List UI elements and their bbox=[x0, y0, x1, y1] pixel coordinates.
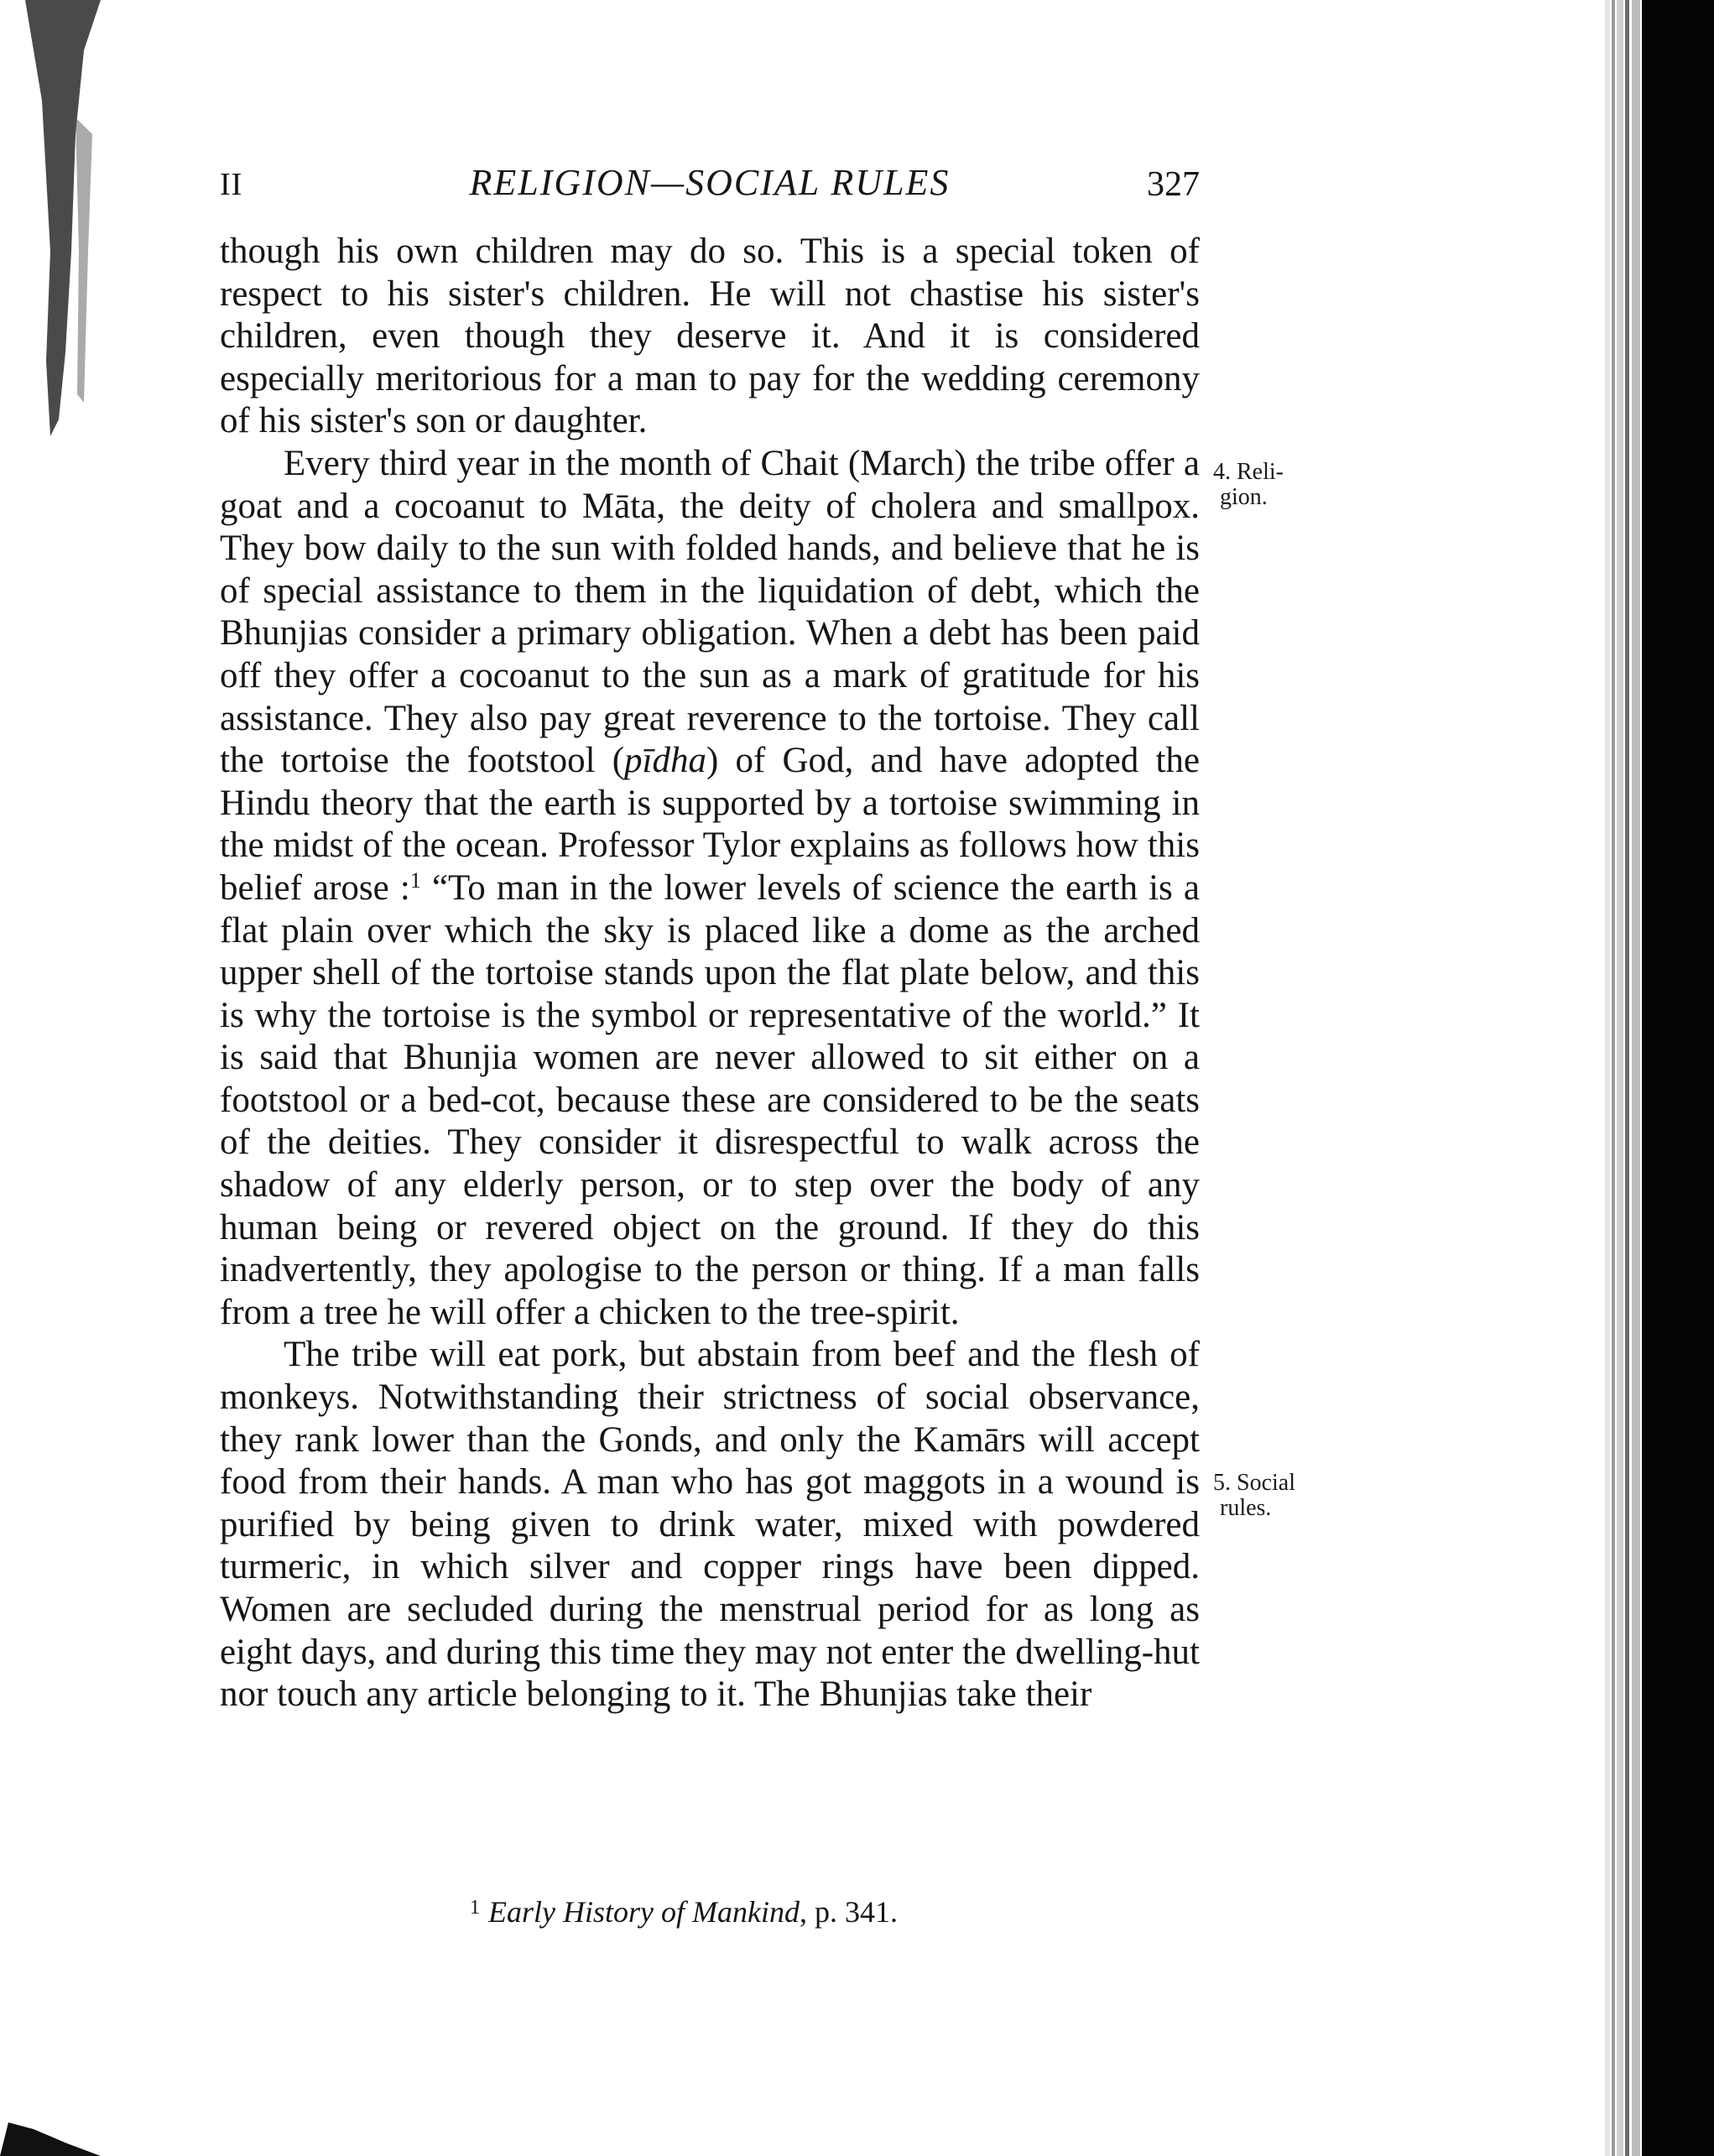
page-number: 327 bbox=[1147, 165, 1200, 204]
paragraph-text: though his own children may do so. This is a special token of respect to his sister's children. He will not chastise his sister's children, even though they deserve it. And it is considered especially meritorious for a man to pay for the wedding ceremony of his sister's son or daughter. bbox=[220, 232, 1200, 441]
page-edge-shadow bbox=[1605, 0, 1714, 2156]
body-text bbox=[220, 231, 1200, 1716]
italic-term: pīdha bbox=[624, 741, 706, 781]
paragraph-religion bbox=[220, 443, 1200, 1334]
margin-note-line: rules. bbox=[1220, 1495, 1272, 1521]
paragraph-text: Every third year in the month of Chait (March) the tribe offer a goat and a cocoanut to Māta, the deity of cholera and smallpox. They bow daily to the sun with folded hands, and believe that he is of special assistance to them in the liquidation of debt, which the Bhunjias consider a primary obligation. When a debt has been paid off they offer a cocoanut to the sun as a mark of gratitude for his assistance. They also pay great reverence to the tortoise. They call the tortoise the footstool ( bbox=[220, 443, 1200, 781]
paragraph-text: ) of God, and have adopted the Hindu theory that the earth is supported by a tortoise swimming in the midst of the ocean. Professor Tylor explains as follows how this belief arose : bbox=[220, 741, 1200, 908]
margin-note-line: 4. Reli- bbox=[1213, 459, 1284, 485]
footnote-book-title: Early History of Mankind bbox=[488, 1895, 800, 1929]
paragraph-continuation bbox=[220, 231, 1200, 443]
paragraph-text: “To man in the lower levels of science the earth is a flat plain over which the sky is placed like a dome as the arched upper shell of the tortoise stands upon the flat plate below, and this is why the tortoise is the symbol or representative of the world.” It is said that Bhunjia women are never allowed to sit either on a footstool or a bed-cot, because these are considered to be the seats of the deities. They consider it disrespectful to walk across the shadow of any elderly person, or to step over the body of any human being or revered object on the ground. If they do this inadvertently, they apologise to the person or thing. If a man falls from a tree he will offer a chicken to the tree-spirit. bbox=[220, 867, 1200, 1332]
margin-note-line: 5. Social bbox=[1213, 1470, 1295, 1496]
corner-artifact bbox=[0, 2097, 101, 2156]
footnote bbox=[470, 1889, 1057, 1930]
footnote-reference: 1 bbox=[409, 867, 421, 893]
running-head bbox=[220, 161, 1200, 211]
binding-shadow bbox=[25, 0, 117, 436]
footnote-page-ref: , p. 341. bbox=[799, 1895, 898, 1929]
paragraph-social-rules bbox=[220, 1334, 1200, 1716]
running-title: RELIGION—SOCIAL RULES bbox=[469, 162, 951, 203]
margin-note-line: gion. bbox=[1220, 484, 1268, 510]
paragraph-text: The tribe will eat pork, but abstain from beef and the flesh of monkeys. Notwithstanding their strictness of social observance, they rank lower than the Gonds, and only the Kamārs will accept food from their hands. A man who has got maggots in a wound is purified by being given to drink water, mixed with powdered turmeric, in which silver and copper rings have been dipped. Women are secluded during the menstrual period for as long as eight days, and during this time they may not enter the dwelling-hut nor touch any article belonging to it. The Bhunjias take their bbox=[220, 1335, 1200, 1715]
margin-note-religion bbox=[1213, 460, 1331, 510]
chapter-number: II bbox=[220, 167, 243, 202]
footnote-number: 1 bbox=[470, 1897, 480, 1919]
margin-note-social-rules bbox=[1213, 1471, 1331, 1521]
